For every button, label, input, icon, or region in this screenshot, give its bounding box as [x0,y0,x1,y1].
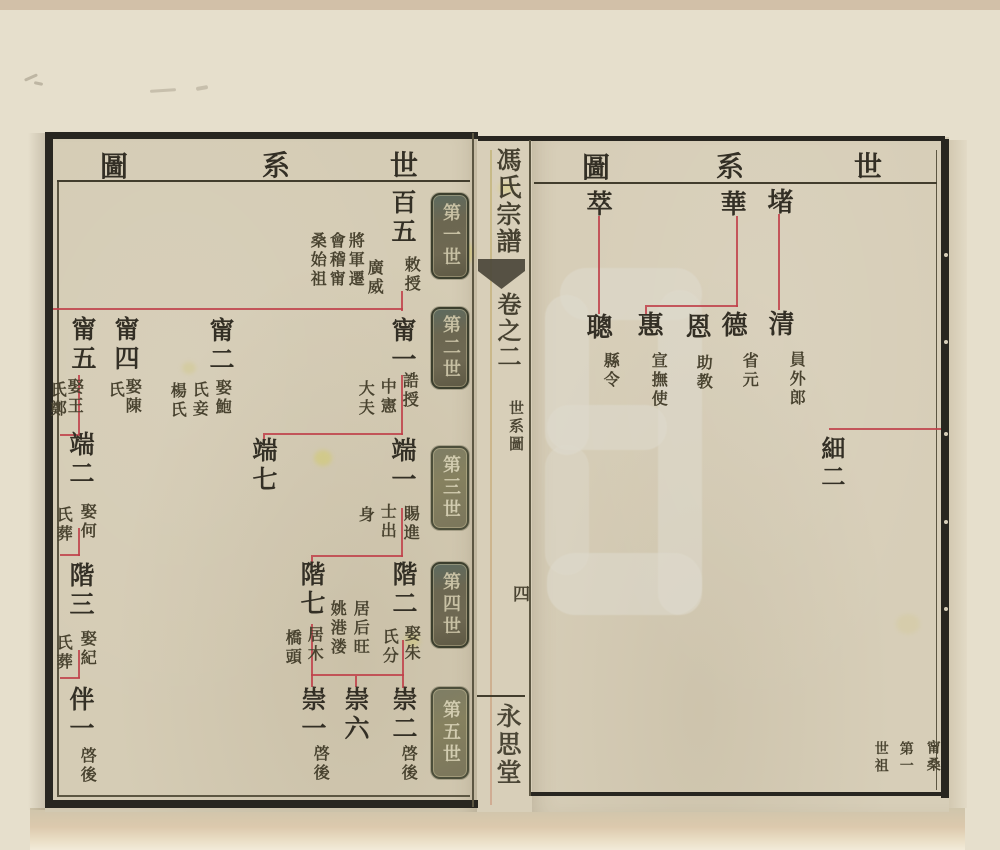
person-annotation: 娶鮑 [213,379,233,417]
person-annotation: 橋頭 [283,629,303,667]
person-annotation: 娶朱 [402,625,422,663]
person-name: 甯五 [68,316,97,374]
left-header-char-tu: 圖 [100,150,129,183]
person-name: 德 [717,311,748,341]
person-annotation: 氏葬 [54,506,74,544]
person-name: 清 [764,310,795,340]
right-header-char-tu: 圖 [582,151,611,184]
person-annotation: 宣撫使 [649,352,669,409]
person-name: 甯一 [388,317,417,375]
person-annotation: 會稽甯 [327,232,347,289]
person-name: 崇一 [298,686,327,744]
person-name: 崇六 [341,686,370,744]
left-header-char-shi: 世 [390,149,419,182]
person-name: 甯四 [111,316,140,374]
person-annotation: 誥授 [400,372,420,410]
person-name: 恩 [681,313,712,343]
person-annotation: 姚港溇 [328,600,348,657]
descent-line [645,305,738,307]
spine-hall-name: 永思堂 [493,703,522,787]
person-name: 階七 [297,561,326,619]
person-annotation: 敕授 [402,256,422,294]
spine-book-title: 馮氏宗譜 [493,147,522,255]
person-name: 階三 [66,562,95,620]
spine-page-number: 四 [509,585,529,602]
person-annotation: 將軍遷 [346,232,366,289]
descent-line [598,216,600,314]
person-name: 階二 [389,561,418,619]
footer-note-col: 世祖 [872,741,889,775]
person-annotation: 啓後 [78,747,98,785]
person-annotation: 氏妾 [190,381,210,419]
person-name: 惠 [633,311,664,341]
person-name: 萃 [582,190,613,220]
footer-note-col: 第一 [897,741,914,775]
person-annotation: 士出 [378,503,398,541]
person-annotation: 啓後 [311,745,331,783]
right-header-char-shi: 世 [854,150,883,183]
person-annotation: 娶紀 [78,630,98,668]
person-annotation: 氏葬 [54,634,74,672]
person-name: 端七 [249,437,278,495]
generation-seal-3: 第三世 [431,446,469,530]
person-annotation: 居木 [305,626,325,664]
descent-line [829,428,941,430]
descent-line [778,214,780,310]
person-annotation: 氏分 [380,628,400,666]
person-annotation: 氏 [106,381,126,400]
person-name: 端二 [66,431,95,489]
person-annotation: 啓後 [399,745,419,783]
person-annotation: 中憲 [378,378,398,416]
person-annotation: 大夫 [356,380,376,418]
person-name: 堵 [763,188,794,218]
spine-volume: 卷之二 [493,292,522,370]
person-name: 崇二 [389,686,418,744]
right-header-char-xi: 系 [716,150,745,183]
generation-seal-4: 第四世 [431,562,469,648]
person-name: 百五 [388,189,417,247]
person-annotation: 員外郎 [787,351,807,408]
generation-seal-5: 第五世 [431,687,469,779]
person-annotation: 廣威 [365,259,385,297]
left-header-char-xi: 系 [262,149,291,182]
person-annotation: 氏鄭 [48,381,68,419]
person-name: 聰 [582,313,613,343]
person-name: 端一 [388,437,417,495]
person-annotation: 娶陳 [123,378,143,416]
person-annotation: 娶王 [65,378,85,416]
person-name: 細二 [816,436,846,492]
person-annotation: 楊氏 [168,382,188,420]
person-annotation: 賜進 [401,505,421,543]
person-name: 華 [716,190,747,220]
person-annotation: 桑始祖 [308,232,328,289]
person-annotation: 居后旺 [351,600,371,657]
generation-seal-1: 第一世 [431,193,469,279]
person-annotation: 娶何 [78,503,98,541]
person-annotation: 省元 [740,352,760,390]
generation-seal-2: 第二世 [431,307,469,389]
person-annotation: 助教 [694,354,714,392]
person-annotation: 身 [356,506,376,525]
spine-section-title: 世系圖 [507,400,525,454]
descent-line [736,216,738,307]
person-name: 甯二 [206,317,235,375]
footer-note-col: 甯桑 [924,740,941,774]
person-name: 伴一 [66,686,95,744]
person-annotation: 縣令 [601,352,621,390]
